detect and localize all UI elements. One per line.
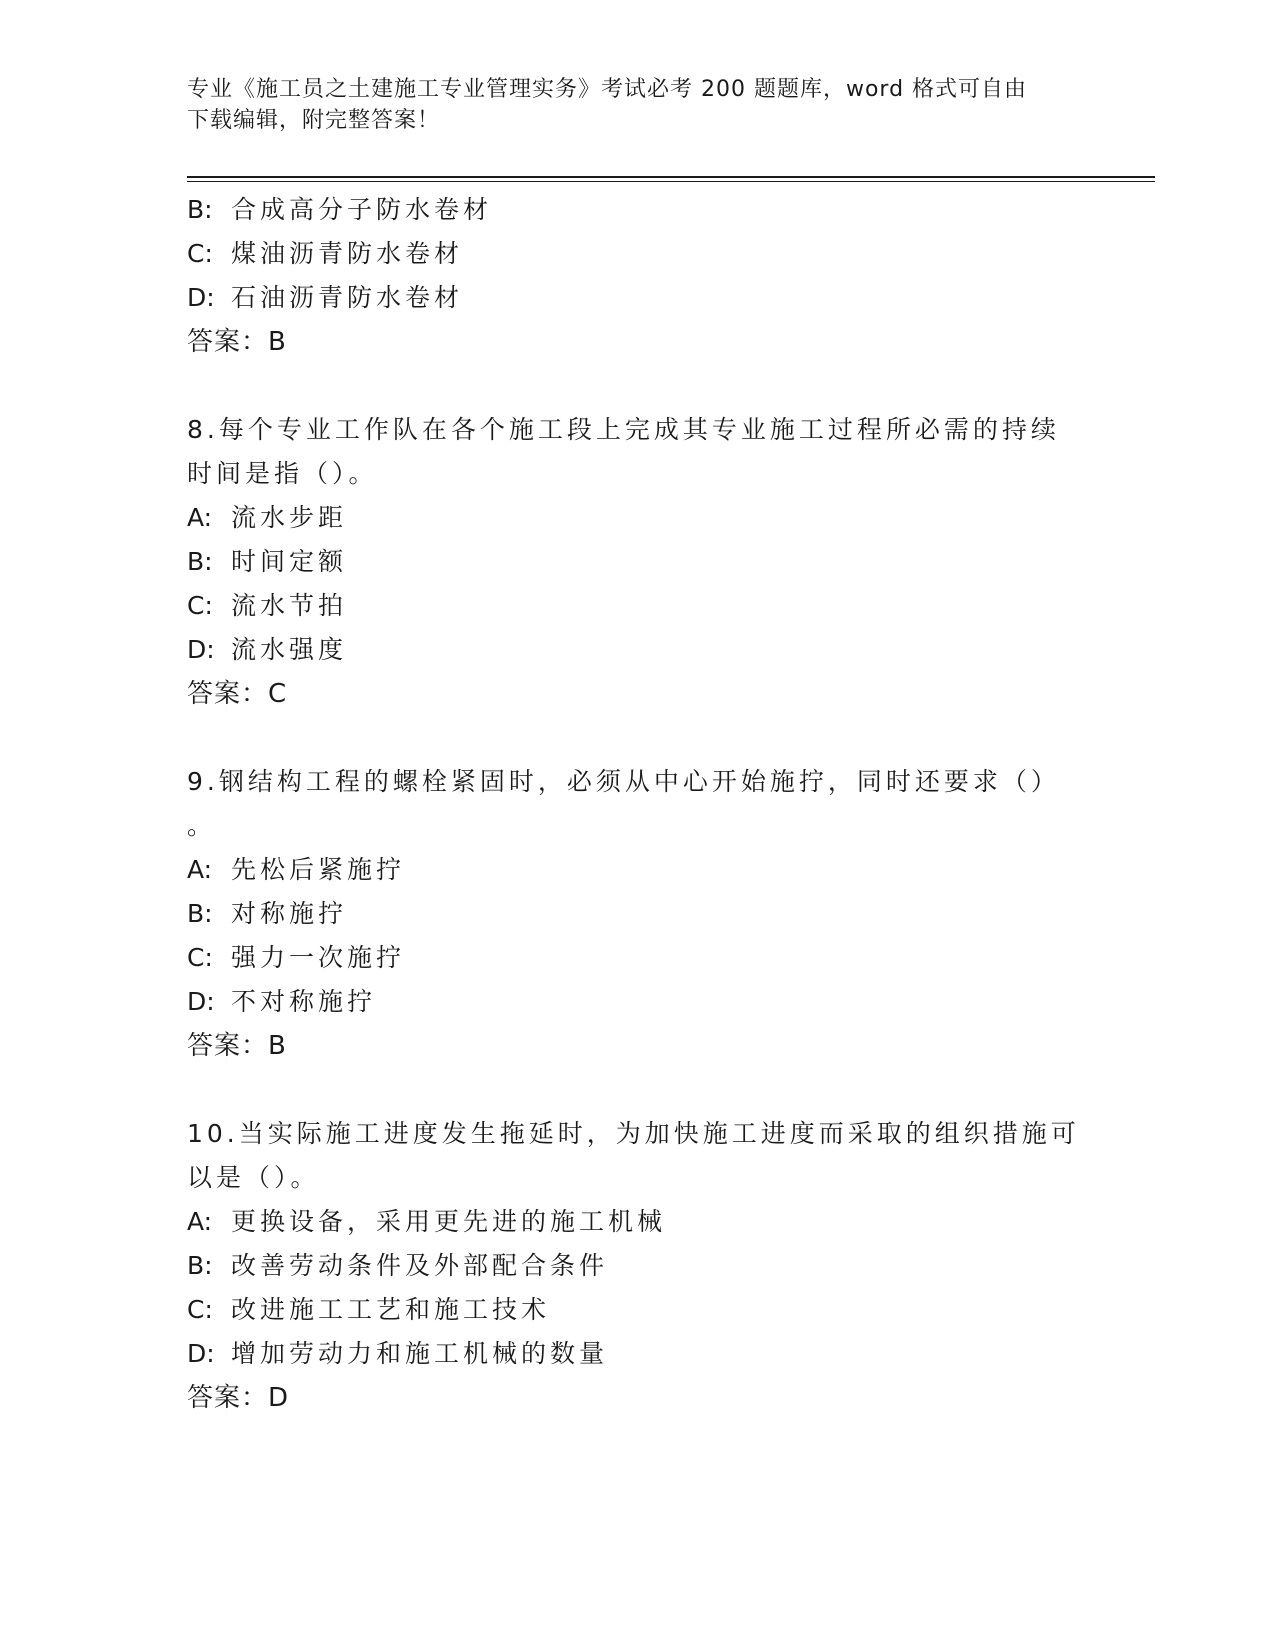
option-label: D: (187, 987, 215, 1016)
option-text: 时间定额 (231, 547, 348, 576)
option-item (187, 986, 376, 1018)
question-stem-continued: 以是（）。 (187, 1163, 320, 1192)
option-text: 强力一次施拧 (231, 943, 406, 972)
question-stem-continued: 时间是指（）。 (187, 459, 378, 488)
option-label: C: (187, 591, 213, 620)
option-label: B: (187, 1251, 213, 1280)
option-label: C: (187, 1295, 213, 1324)
option-text: 先松后紧施拧 (231, 855, 406, 884)
option-item (187, 942, 405, 974)
option-label: B: (187, 547, 213, 576)
option-item (187, 546, 347, 578)
option-text: 流水节拍 (231, 591, 348, 620)
option-item (187, 590, 347, 622)
option-label: D: (187, 283, 215, 312)
option-label: A: (187, 1207, 213, 1236)
option-item (187, 1294, 550, 1326)
document-header (187, 74, 1087, 136)
option-text: 煤油沥青防水卷材 (231, 239, 464, 268)
answer-line: 答案：B (187, 327, 287, 357)
option-item (187, 502, 347, 534)
header-line-1: 专业《施工员之土建施工专业管理实务》考试必考 200 题题库，word 格式可自由 (187, 77, 1028, 102)
header-divider-thick (187, 176, 1155, 178)
option-text: 更换设备，采用更先进的施工机械 (231, 1207, 667, 1236)
answer-line: 答案：D (187, 1383, 290, 1413)
option-text: 增加劳动力和施工机械的数量 (231, 1339, 609, 1368)
option-text: 对称施拧 (231, 899, 348, 928)
option-text: 流水强度 (231, 635, 348, 664)
option-label: B: (187, 899, 213, 928)
header-divider-thin (187, 181, 1155, 182)
option-item (187, 1338, 608, 1370)
question-stem-continued: 。 (187, 811, 217, 840)
option-label: D: (187, 635, 215, 664)
option-item (187, 1250, 608, 1282)
question-stem: 9.钢结构工程的螺栓紧固时，必须从中心开始施拧，同时还要求（） (187, 767, 1060, 796)
header-line-2: 下载编辑，附完整答案！ (187, 108, 441, 133)
option-item (187, 854, 405, 886)
answer-line: 答案：C (187, 679, 288, 709)
option-label: A: (187, 855, 213, 884)
option-label: C: (187, 943, 213, 972)
option-item (187, 1206, 666, 1238)
option-text: 石油沥青防水卷材 (231, 283, 464, 312)
option-item (187, 194, 492, 226)
option-item (187, 898, 347, 930)
option-label: C: (187, 239, 213, 268)
option-item (187, 634, 347, 666)
option-text: 改善劳动条件及外部配合条件 (231, 1251, 609, 1280)
option-text: 流水步距 (231, 503, 348, 532)
option-item (187, 282, 463, 314)
option-label: A: (187, 503, 213, 532)
option-text: 改进施工工艺和施工技术 (231, 1295, 551, 1324)
question-stem: 10.当实际施工进度发生拖延时，为加快施工进度而采取的组织措施可 (187, 1119, 1080, 1148)
option-text: 不对称施拧 (231, 987, 377, 1016)
option-item (187, 238, 463, 270)
option-label: D: (187, 1339, 215, 1368)
option-text: 合成高分子防水卷材 (231, 195, 493, 224)
answer-line: 答案：B (187, 1031, 287, 1061)
option-label: B: (187, 195, 213, 224)
question-stem: 8.每个专业工作队在各个施工段上完成其专业施工过程所必需的持续 (187, 415, 1060, 444)
